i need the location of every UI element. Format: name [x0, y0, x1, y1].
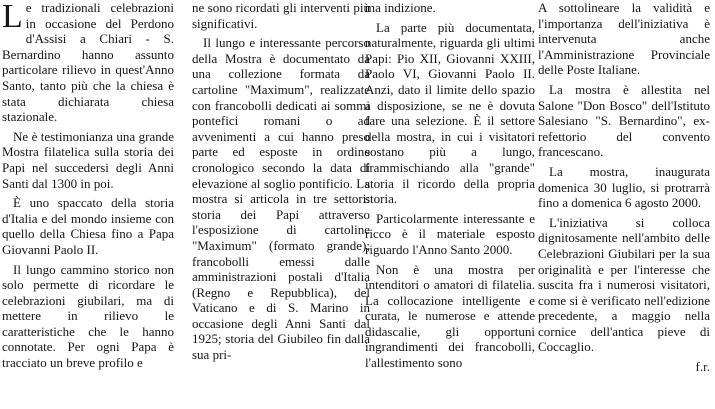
drop-cap: L	[2, 0, 23, 35]
paragraph: La parte più documentata, naturalmente, riguarda gli ultimi Papi: Pio XII, Giovanni XXIII, Paolo VI, Giovanni Paolo II. Anzi, dato il limite dello spazio a disposizione, se ne è dovuta fare una selezione. È il settore della mostra, in cui i visitatori sostano più a lungo, frammischiando alla "grande" storia il ricordo della propria storia.	[365, 19, 535, 207]
paragraph-text: e tradizionali celebrazioni in occasione del Perdono d'Assisi a Chiari - S. Bernardino hanno assunto particolare rilievo in quest'Anno Santo, tanto più che la chiesa è stata dichiarata chiesa stazionale.	[2, 0, 174, 125]
paragraph: ne sono ricordati gli interventi più significativi.	[192, 0, 370, 31]
author-signature: f.r.	[695, 359, 710, 375]
column-3	[365, 0, 535, 375]
paragraph: È uno spaccato della storia d'Italia e del mondo insieme con quello della Chiesa fino a Papa Giovanni Paolo II.	[2, 195, 174, 257]
paragraph: Particolarmente interessante e ricco è il materiale esposto riguardo l'Anno Santo 2000.	[365, 210, 535, 257]
column-1	[2, 0, 174, 375]
column-4	[538, 0, 710, 375]
paragraph: A sottolineare la validità e l'importanza dell'iniziativa è intervenuta anche l'Amministrazione Provinciale delle Poste Italiane.	[538, 0, 710, 78]
paragraph	[2, 0, 174, 125]
paragraph: ma indizione.	[365, 0, 436, 15]
paragraph: La mostra, inaugurata domenica 30 luglio, si protrarrà fino a domenica 6 agosto 2000.	[538, 163, 710, 211]
paragraph: Il lungo e interessante percorso della Mostra è documentato da una collezione formata da cartoline "Maximum", realizzate con francobolli dedicati ai sommi pontefici romani o ad avvenimenti a cui hanno preso parte ed esposte in ordine cronologico secondo la data di elevazione al soglio pontificio. La mostra si articola in tre settori: storia dei Papi attraverso l'esposizione di cartoline "Maximum" (formato grande); francobolli emessi dalle amministrazioni postali d'Italia (Regno e Repubblica), del Vaticano e di S. Marino in occasione degli Anni Santi dal 1925; storia del Giubileo fin dalla sua pri-	[192, 35, 370, 363]
paragraph: Il lungo cammino storico non solo permette di ricordare le celebrazioni giubilari, ma di mettere in rilievo le caratteristiche che le hanno connotate. Per ogni Papa è tracciato un breve profilo e	[2, 261, 174, 371]
column-2	[192, 0, 370, 367]
paragraph: L'iniziativa si colloca dignitosamente nell'ambito delle Celebrazioni Giubilari per la sua originalità e per l'interesse che suscita fra i numerosi visitatori, come si è verificato nell'edizione precedente, a maggio nella cornice dell'antica pieve di Coccaglio.	[538, 214, 710, 355]
paragraph: Ne è testimonianza una grande Mostra filatelica sulla storia dei Papi nel succedersi degli Anni Santi dal 1300 in poi.	[2, 128, 174, 191]
paragraph: Non è una mostra per intenditori o amatori di filatelia. La collocazione intelligente e curata, le numerose e attende didascalie, gli opportuni ingrandimenti dei francobolli, l'allestimento sono	[365, 261, 535, 371]
paragraph: La mostra è allestita nel Salone "Don Bosco" dell'Istituto Salesiano "S. Bernardino", ex-refettorio del convento francescano.	[538, 81, 710, 160]
